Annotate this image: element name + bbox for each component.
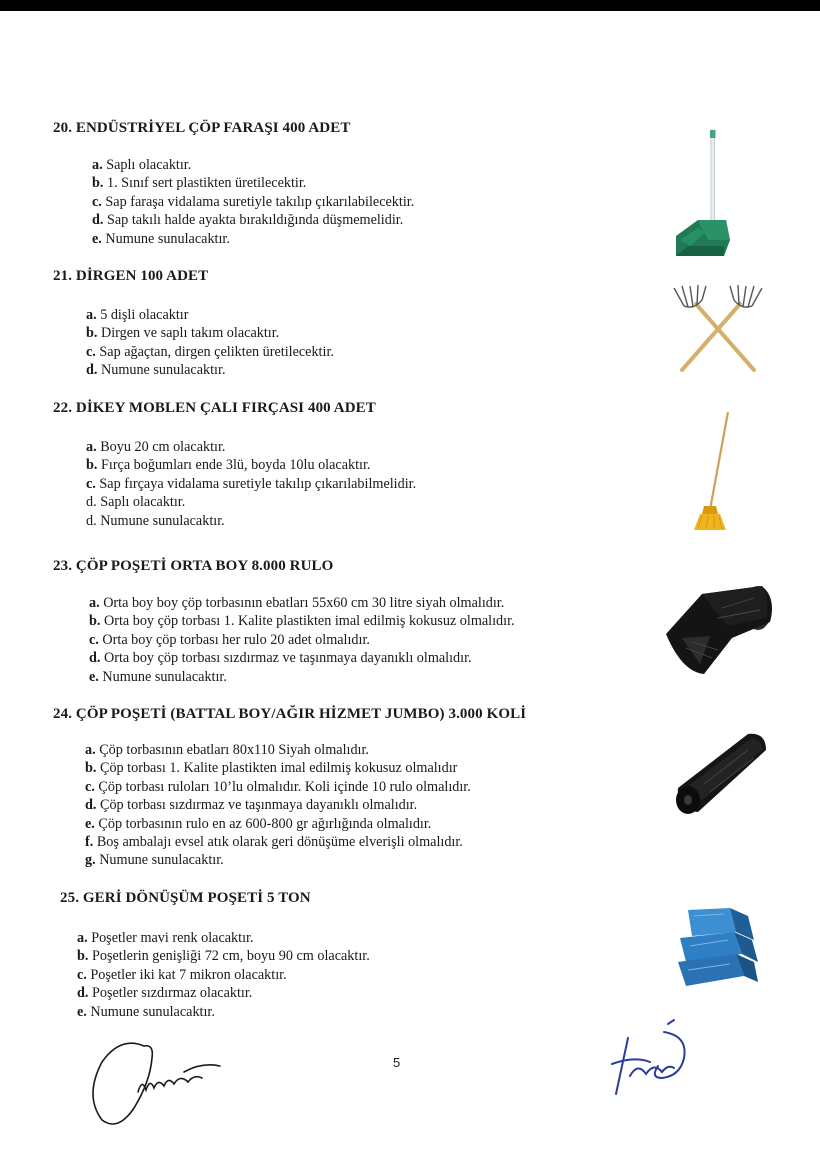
broom-image: [688, 410, 734, 532]
page-number: 5: [393, 1055, 401, 1070]
scan-top-border: [0, 0, 820, 11]
signature-right: [604, 1016, 694, 1100]
list-item: d. Sap takılı halde ayakta bırakıldığında düşmemelidir.: [92, 212, 404, 229]
list-item: d. Numune sunulacaktır.: [86, 512, 225, 529]
list-item: b. 1. Sınıf sert plastikten üretilecektir.: [92, 175, 307, 192]
list-item: a. Poşetler mavi renk olacaktır.: [77, 930, 254, 946]
list-item: c. Orta boy çöp torbası her rulo 20 adet olmalıdır.: [89, 631, 370, 648]
list-item: d. Orta boy çöp torbası sızdırmaz ve taşınmaya dayanıklı olmalıdır.: [89, 650, 472, 667]
list-item: c. Sap fırçaya vidalama suretiyle takılıp çıkarılabilmelidir.: [86, 475, 417, 492]
section-heading: 24. ÇÖP POŞETİ (BATTAL BOY/AĞIR HİZMET JUMBO) 3.000 KOLİ: [53, 706, 527, 722]
section-heading: 25. GERİ DÖNÜŞÜM POŞETİ 5 TON: [60, 890, 311, 906]
signature-left: [84, 1032, 234, 1132]
list-item: b. Fırça boğumları ende 3lü, boyda 10lu olacaktır.: [86, 457, 371, 474]
section-heading: 21. DİRGEN 100 ADET: [53, 268, 209, 284]
section-heading: 20. ENDÜSTRİYEL ÇÖP FARAŞI 400 ADET: [53, 120, 351, 136]
list-item: f. Boş ambalajı evsel atık olarak geri dönüşüme elverişli olmalıdır.: [85, 833, 463, 850]
list-item: c. Poşetler iki kat 7 mikron olacaktır.: [77, 966, 287, 983]
list-item: b. Dirgen ve saplı takım olacaktır.: [86, 325, 280, 342]
dustpan-image: [668, 128, 740, 260]
section-heading: 23. ÇÖP POŞETİ ORTA BOY 8.000 RULO: [53, 558, 334, 574]
list-item: g. Numune sunulacaktır.: [85, 852, 224, 869]
list-item: b. Poşetlerin genişliği 72 cm, boyu 90 cm olacaktır.: [77, 948, 370, 965]
trash-bag-roll-image: [662, 578, 778, 676]
list-item: e. Numune sunulacaktır.: [89, 668, 227, 685]
list-item: c. Çöp torbası ruloları 10’lu olmalıdır. Koli içinde 10 rulo olmalıdır.: [85, 778, 471, 795]
list-item: a. 5 dişli olacaktır: [86, 307, 189, 323]
list-item: d. Poşetler sızdırmaz olacaktır.: [77, 985, 253, 1002]
list-item: a. Saplı olacaktır.: [92, 157, 192, 173]
item-list: [85, 741, 471, 870]
pitchfork-image: [668, 284, 768, 372]
item-list: [86, 438, 416, 530]
list-item: c. Sap faraşa vidalama suretiyle takılıp çıkarılabilecektir.: [92, 193, 415, 210]
item-list: [92, 156, 414, 248]
blue-recycling-bags-image: [670, 902, 762, 992]
jumbo-bag-roll-image: [668, 726, 770, 818]
list-item: a. Boyu 20 cm olacaktır.: [86, 439, 226, 455]
list-item: c. Sap ağaçtan, dirgen çelikten üretilecektir.: [86, 343, 334, 360]
list-item: b. Çöp torbası 1. Kalite plastikten imal edilmiş kokusuz olmalıdır: [85, 760, 458, 777]
item-list: [86, 306, 334, 380]
list-item: e. Numune sunulacaktır.: [77, 1003, 215, 1020]
list-item: d. Saplı olacaktır.: [86, 494, 186, 511]
list-item: b. Orta boy çöp torbası 1. Kalite plastikten imal edilmiş kokusuz olmalıdır.: [89, 613, 515, 630]
list-item: e. Çöp torbasının rulo en az 600-800 gr ağırlığında olmalıdır.: [85, 815, 432, 832]
list-item: a. Çöp torbasının ebatları 80x110 Siyah olmalıdır.: [85, 742, 369, 758]
list-item: d. Numune sunulacaktır.: [86, 362, 226, 379]
item-list: [77, 929, 370, 1021]
item-list: [89, 594, 515, 686]
section-heading: 22. DİKEY MOBLEN ÇALI FIRÇASI 400 ADET: [53, 400, 376, 416]
list-item: d. Çöp torbası sızdırmaz ve taşınmaya dayanıklı olmalıdır.: [85, 797, 418, 814]
list-item: e. Numune sunulacaktır.: [92, 230, 230, 247]
list-item: a. Orta boy boy çöp torbasının ebatları 55x60 cm 30 litre siyah olmalıdır.: [89, 595, 505, 611]
